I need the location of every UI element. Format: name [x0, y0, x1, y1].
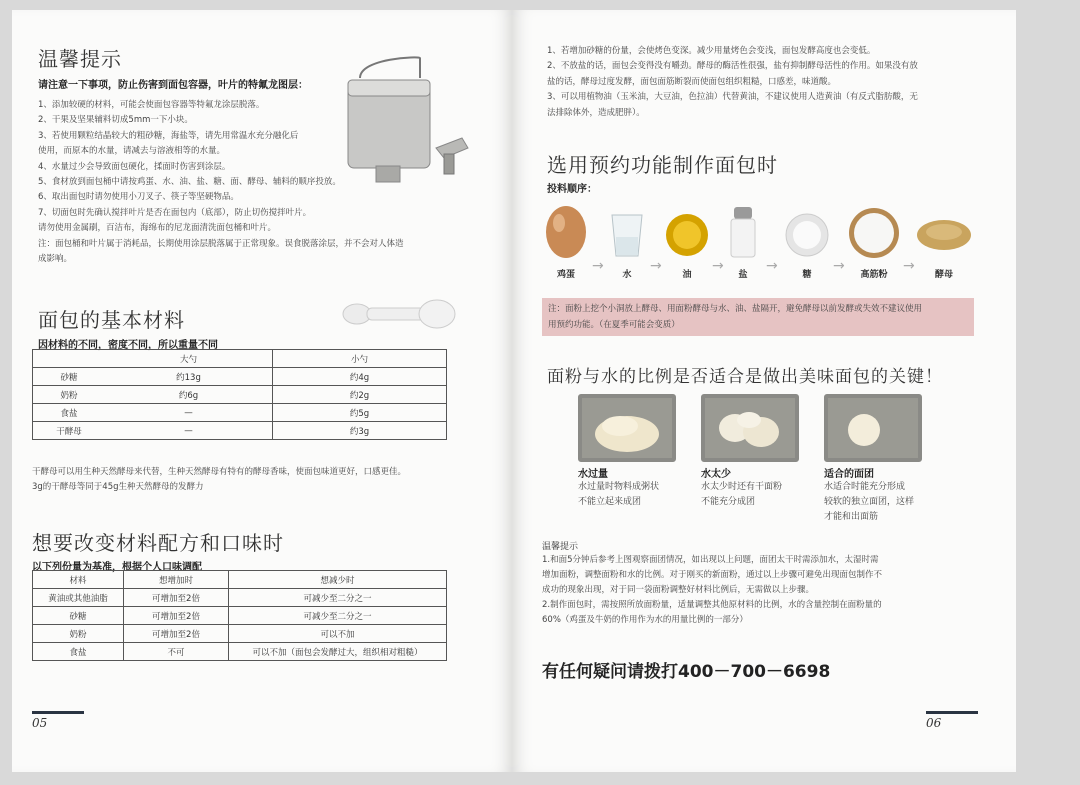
page-number: 06 — [926, 716, 942, 730]
list-item: 使用，而原本的水量，请减去与溶液相等的水量。 — [38, 146, 226, 157]
table-header-row — [33, 571, 447, 589]
yeast-note-line: 3g的干酵母等同于45g生种天然酵母的发酵力 — [32, 482, 204, 492]
yeast-note-line: 干酵母可以用生种天然酵母来代替，生种天然酵母有特有的酵母香味，使面包味道更好，口感更佳。 — [32, 467, 407, 477]
bread-pan-image — [340, 48, 480, 188]
ingredient-salt — [726, 201, 760, 280]
table-cell: 想减少时 — [229, 571, 447, 589]
ingredient-water — [607, 201, 647, 280]
table-cell: 可以不加 — [229, 625, 447, 643]
flour-bowl-icon — [847, 201, 901, 259]
list-item: 6、取出面包时请勿使用小刀叉子、筷子等坚硬物品。 — [38, 192, 239, 203]
ratio-title: 面粉与水的比例是否适合是做出美味面包的关键！ — [547, 367, 943, 387]
caption-line: 水太少时还有干面粉 — [701, 482, 783, 492]
adjust-recipe-table — [32, 570, 447, 661]
timer-title: 选用预约功能制作面包时 — [547, 153, 778, 177]
dough-dry-image — [705, 398, 795, 458]
left-page — [12, 10, 512, 772]
table-cell: 食盐 — [33, 643, 124, 661]
list-item: 1、添加较硬的材料，可能会使面包容器等特氟龙涂层脱落。 — [38, 100, 265, 110]
caption-line: 不能充分成团 — [701, 497, 756, 507]
dough-caption — [578, 465, 676, 510]
table-cell: 约13g — [105, 368, 273, 386]
table-cell: 砂糖 — [33, 368, 106, 386]
ingredient-label: 鸡蛋 — [556, 270, 575, 280]
dough-photo — [701, 394, 799, 462]
water-glass-icon — [607, 201, 647, 259]
salt-shaker-icon — [726, 201, 760, 259]
table-cell: 大勺 — [105, 350, 273, 368]
list-item: 请勿使用金属刷，百洁布，海绵布的尼龙面清洗面包桶和叶片。 — [38, 223, 277, 234]
timer-subtitle: 投料顺序： — [547, 184, 597, 195]
table-cell: 约5g — [273, 404, 447, 422]
table-cell: 奶粉 — [33, 386, 106, 404]
table-cell: 干酵母 — [33, 422, 106, 440]
table-row — [33, 625, 447, 643]
note-line: 注：面粉上挖个小洞放上酵母、用面粉酵母与水、油、盐隔开，避免酵母以前发酵或失效不建议使用 — [548, 304, 923, 314]
ingredient-label: 盐 — [738, 270, 748, 280]
table-cell: 约3g — [273, 422, 447, 440]
dough-photo — [824, 394, 922, 462]
arrow-icon: → — [712, 258, 724, 274]
table-cell: — — [105, 422, 273, 440]
dough-label: 适合的面团 — [824, 469, 874, 480]
basic-materials-table — [32, 349, 447, 440]
caption-line: 不能立起来成团 — [578, 497, 642, 507]
ingredient-flour — [847, 201, 901, 280]
table-cell: 可增加至2倍 — [124, 625, 229, 643]
table-cell: 材料 — [33, 571, 124, 589]
list-item: 5、食材放到面包桶中请按鸡蛋、水、油、盐、糖、面、酵母、辅料的顺序投放。 — [38, 177, 341, 188]
list-item: 2、干果及坚果辅料切成5mm一下小块。 — [38, 115, 193, 126]
table-cell: 可增加至2倍 — [124, 607, 229, 625]
tips2-body — [542, 553, 882, 628]
ingredient-label: 高筋粉 — [860, 270, 888, 280]
yeast-pile-icon — [916, 201, 972, 259]
ingredient-oil — [664, 201, 710, 280]
list-item: 7、切面包时先确认搅拌叶片是否在面包内（底部），防止切伤搅拌叶片。 — [38, 207, 312, 218]
egg-icon — [544, 201, 588, 259]
list-item: 成影响。 — [38, 254, 73, 265]
dough-label: 水过量 — [578, 469, 608, 480]
table-cell — [33, 350, 106, 368]
list-item: 2、不放盐的话，面包会变得没有嚼劲。酵母的酶活性很强，盐有抑制酵母活性的作用。如果没有放 — [547, 61, 918, 72]
yeast-note — [32, 465, 406, 495]
arrow-icon: → — [903, 258, 915, 274]
list-item: 盐的话，酵母过度发酵，面包面筋断裂而使面包组织粗糙，口感差，味道酸。 — [547, 76, 837, 87]
table-row — [33, 404, 447, 422]
table-cell: 奶粉 — [33, 625, 124, 643]
oil-bowl-icon — [664, 201, 710, 259]
table-cell: 砂糖 — [33, 607, 124, 625]
caption-line: 才能和出面筋 — [824, 512, 879, 522]
table-row — [33, 643, 447, 661]
warm-tips-title: 温馨提示 — [38, 47, 122, 71]
caption-line: 水过量时物料成粥状 — [578, 482, 660, 492]
dough-caption — [824, 465, 922, 525]
table-cell: 黄油或其他油脂 — [33, 589, 124, 607]
table-cell: — — [105, 404, 273, 422]
table-row — [33, 607, 447, 625]
list-item: 3、若使用颗粒结晶较大的粗砂糖，海盐等，请先用常温水充分融化后 — [38, 130, 299, 141]
table-cell: 约4g — [273, 368, 447, 386]
top-notes — [547, 44, 918, 121]
table-cell: 可减少至二分之一 — [229, 589, 447, 607]
tips2-line: 60%（鸡蛋及牛奶的作用作为水的用量比例的一部分） — [542, 615, 748, 625]
hotline: 有任何疑问请拨打400－700－6698 — [542, 662, 831, 682]
table-row — [33, 368, 447, 386]
right-page — [512, 10, 1016, 772]
list-item: 法排除体外，造成肥胖）。 — [547, 107, 645, 118]
arrow-icon: → — [766, 258, 778, 274]
note-line: 用预约功能。（在夏季可能会变质） — [548, 320, 680, 330]
ingredient-label: 油 — [682, 270, 692, 280]
sugar-bowl-icon — [784, 201, 830, 259]
table-cell: 可以不加（面包会发酵过大，组织相对粗糙） — [229, 643, 447, 661]
table-row — [33, 386, 447, 404]
ingredient-label: 糖 — [802, 270, 812, 280]
list-item: 1、若增加砂糖的份量，会使烤色变深。减少用量烤色会变浅，面包发酵高度也会变低。 — [547, 46, 876, 56]
arrow-icon: → — [833, 258, 845, 274]
timer-warning-note — [542, 298, 974, 336]
basic-materials-title: 面包的基本材料 — [38, 308, 185, 332]
table-cell: 想增加时 — [124, 571, 229, 589]
warm-tips-subtitle: 请注意一下事项，防止伤害到面包容器，叶片的特氟龙图层： — [38, 80, 308, 91]
list-item: 4、水量过少会导致面包硬化，揉面时伤害到涂层。 — [38, 161, 231, 172]
table-cell: 约6g — [105, 386, 273, 404]
adjust-recipe-subtitle: 以下列份量为基准，根据个人口味调配 — [32, 562, 202, 573]
list-item: 注：面包桶和叶片属于消耗品，长期使用涂层脱落属于正常现象。误食脱落涂层，并不会对人体造 — [38, 238, 404, 249]
dough-case-too-wet — [578, 394, 676, 510]
ingredient-sugar — [784, 201, 830, 280]
list-item: 3、可以用植物油（玉米油，大豆油，色拉油）代替黄油，不建议使用人造黄油（有反式脂肪酸，无 — [547, 92, 918, 103]
table-cell: 可增加至2倍 — [124, 589, 229, 607]
dough-case-right — [824, 394, 922, 525]
caption-line: 水适合时能充分形成 — [824, 482, 906, 492]
measuring-spoon-image — [337, 288, 467, 338]
adjust-recipe-title: 想要改变材料配方和口味时 — [32, 531, 284, 555]
table-cell: 可减少至二分之一 — [229, 607, 447, 625]
arrow-icon: → — [650, 258, 662, 274]
ingredient-label: 酵母 — [934, 270, 953, 280]
basic-materials-subtitle: 因材料的不同，密度不同，所以重量不同 — [38, 340, 218, 351]
table-header-row — [33, 350, 447, 368]
tips2-line: 成功的现象出现，对于同一袋面粉调整好材料比例后，无需做以上步骤。 — [542, 585, 815, 595]
dough-photo — [578, 394, 676, 462]
dough-ball-image — [828, 398, 918, 458]
table-cell: 不可 — [124, 643, 229, 661]
table-cell: 约2g — [273, 386, 447, 404]
dough-label: 水太少 — [701, 469, 731, 480]
table-row — [33, 422, 447, 440]
tips2-title: 温馨提示 — [542, 542, 579, 552]
dough-wet-image — [582, 398, 672, 458]
ingredient-label: 水 — [622, 270, 632, 280]
table-row — [33, 589, 447, 607]
dough-caption — [701, 465, 799, 510]
dough-case-too-dry — [701, 394, 799, 510]
tips2-line: 增加面粉，调整面粉和水的比例。对于刚买的新面粉，通过以上步骤可避免出现面包制作不 — [542, 570, 883, 580]
table-cell: 食盐 — [33, 404, 106, 422]
arrow-icon: → — [592, 258, 604, 274]
ingredient-yeast — [916, 201, 972, 280]
ingredient-egg — [544, 201, 588, 280]
page-number: 05 — [32, 716, 48, 730]
tips2-line: 1.和面5分钟后参考上图观察面团情况，如出现以上问题，面团太干时需添加水，太湿时需 — [542, 555, 879, 565]
tips2-line: 2.制作面包时，需按照所放面粉量，适量调整其他原材料的比例，水的含量控制在面粉量的 — [542, 600, 882, 610]
page-number-bar — [32, 711, 84, 714]
table-cell: 小勺 — [273, 350, 447, 368]
page-number-bar — [926, 711, 978, 714]
caption-line: 较软的独立面团，这样 — [824, 497, 915, 507]
